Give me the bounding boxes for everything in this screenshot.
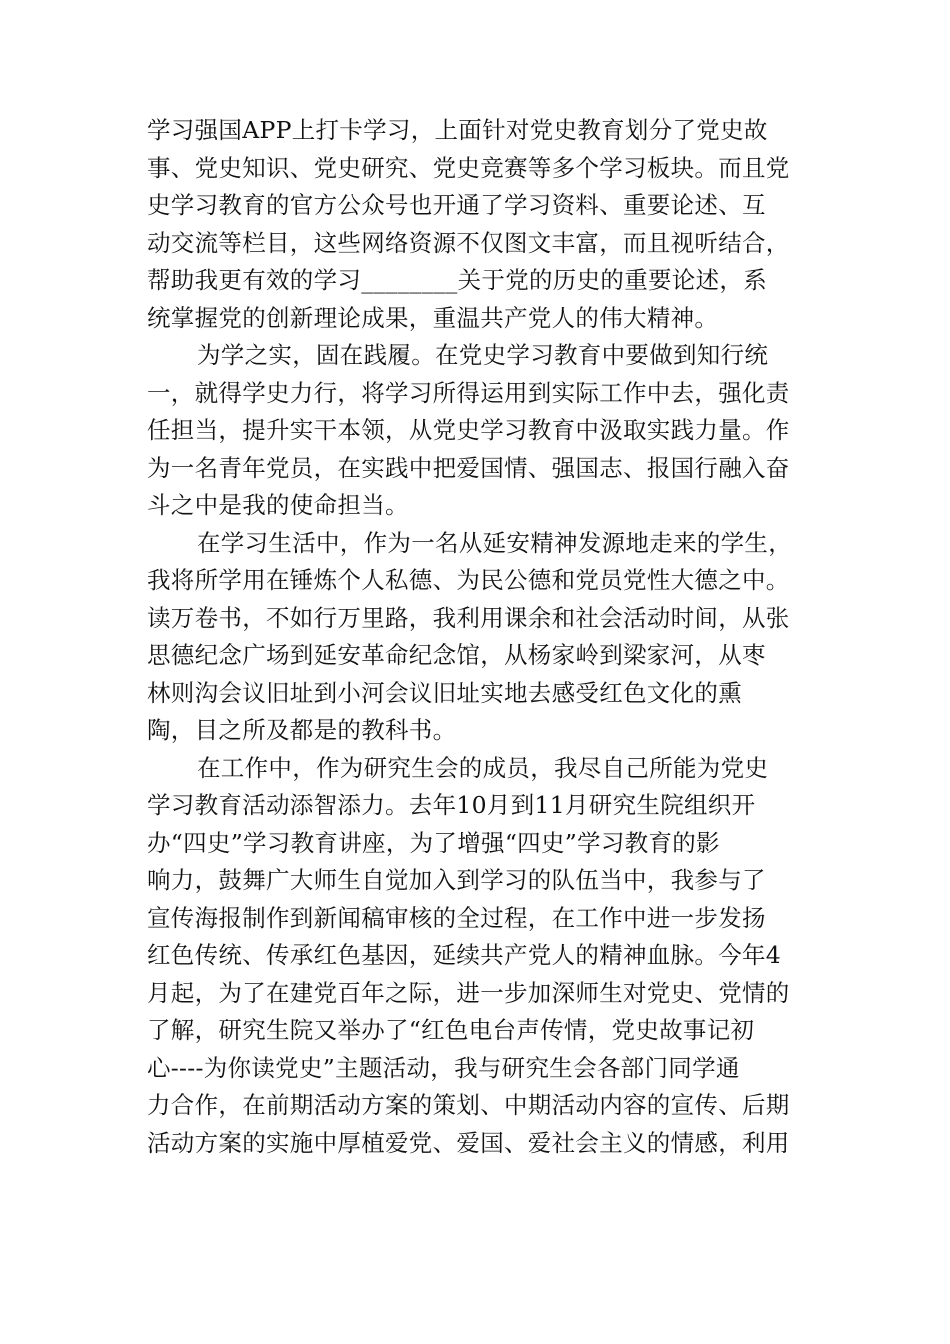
text-line: 月起，为了在建党百年之际，进一步加深师生对党史、党情的 [147, 978, 790, 1007]
text-line: 为一名青年党员，在实践中把爱国情、强国志、报国行融入奋 [147, 453, 790, 482]
text-line: 活动方案的实施中厚植爱党、爱国、爱社会主义的情感，利用 [147, 1128, 790, 1157]
text-line: 力合作，在前期活动方案的策划、中期活动内容的宣传、后期 [147, 1091, 790, 1119]
text-line: 我将所学用在锤炼个人私德、为民公德和党员党性大德之中。 [147, 566, 790, 594]
text-line: 动交流等栏目，这些网络资源不仅图文丰富，而且视听结合， [147, 228, 790, 257]
text-line: 心----为你读党史”主题活动，我与研究生会各部门同学通 [147, 1053, 740, 1082]
text-line: 陶，目之所及都是的教科书。 [147, 716, 457, 744]
text-line: 宣传海报制作到新闻稿审核的全过程，在工作中进一步发扬 [147, 903, 766, 932]
text-line: 为学之实，固在践履。在党史学习教育中要做到知行统 [197, 341, 769, 369]
paragraph-4 [147, 750, 807, 1163]
paragraph-2 [147, 337, 807, 525]
text-line: 思德纪念广场到延安革命纪念馆，从杨家岭到梁家河，从枣 [147, 641, 766, 669]
text-line: 事、党史知识、党史研究、党史竞赛等多个学习板块。而且党 [147, 153, 790, 182]
text-line: 林则沟会议旧址到小河会议旧址实地去感受红色文化的熏 [147, 678, 742, 707]
text-line: 响力，鼓舞广大师生自觉加入到学习的队伍当中，我参与了 [147, 866, 766, 894]
text-line: 统掌握党的创新理论成果，重温共产党人的伟大精神。 [147, 303, 719, 332]
document-body [147, 112, 807, 1162]
text-line: 在工作中，作为研究生会的成员，我尽自己所能为党史 [197, 753, 769, 782]
text-line: 任担当，提升实干本领，从党史学习教育中汲取实践力量。作 [147, 416, 790, 444]
text-line: 帮助我更有效的学习________关于党的历史的重要论述，系 [147, 266, 767, 294]
text-line: 读万卷书，不如行万里路，我利用课余和社会活动时间，从张 [147, 603, 790, 632]
text-line: 学习教育活动添智添力。去年10月到11月研究生院组织开 [147, 791, 756, 819]
text-line: 办“四史”学习教育讲座，为了增强“四史”学习教育的影 [147, 828, 720, 857]
text-line: 红色传统、传承红色基因，延续共产党人的精神血脉。今年4 [147, 941, 782, 969]
text-line: 学习强国APP上打卡学习，上面针对党史教育划分了党史故 [147, 116, 768, 144]
paragraph-1 [147, 112, 807, 337]
text-line: 史学习教育的官方公众号也开通了学习资料、重要论述、互 [147, 191, 766, 219]
text-line: 一，就得学史力行，将学习所得运用到实际工作中去，强化责 [147, 378, 790, 407]
text-line: 斗之中是我的使命担当。 [147, 491, 409, 519]
text-line: 在学习生活中，作为一名从延安精神发源地走来的学生， [197, 528, 792, 557]
text-line: 了解，研究生院又举办了“红色电台声传情，党史故事记初 [147, 1016, 755, 1044]
paragraph-3 [147, 525, 807, 750]
